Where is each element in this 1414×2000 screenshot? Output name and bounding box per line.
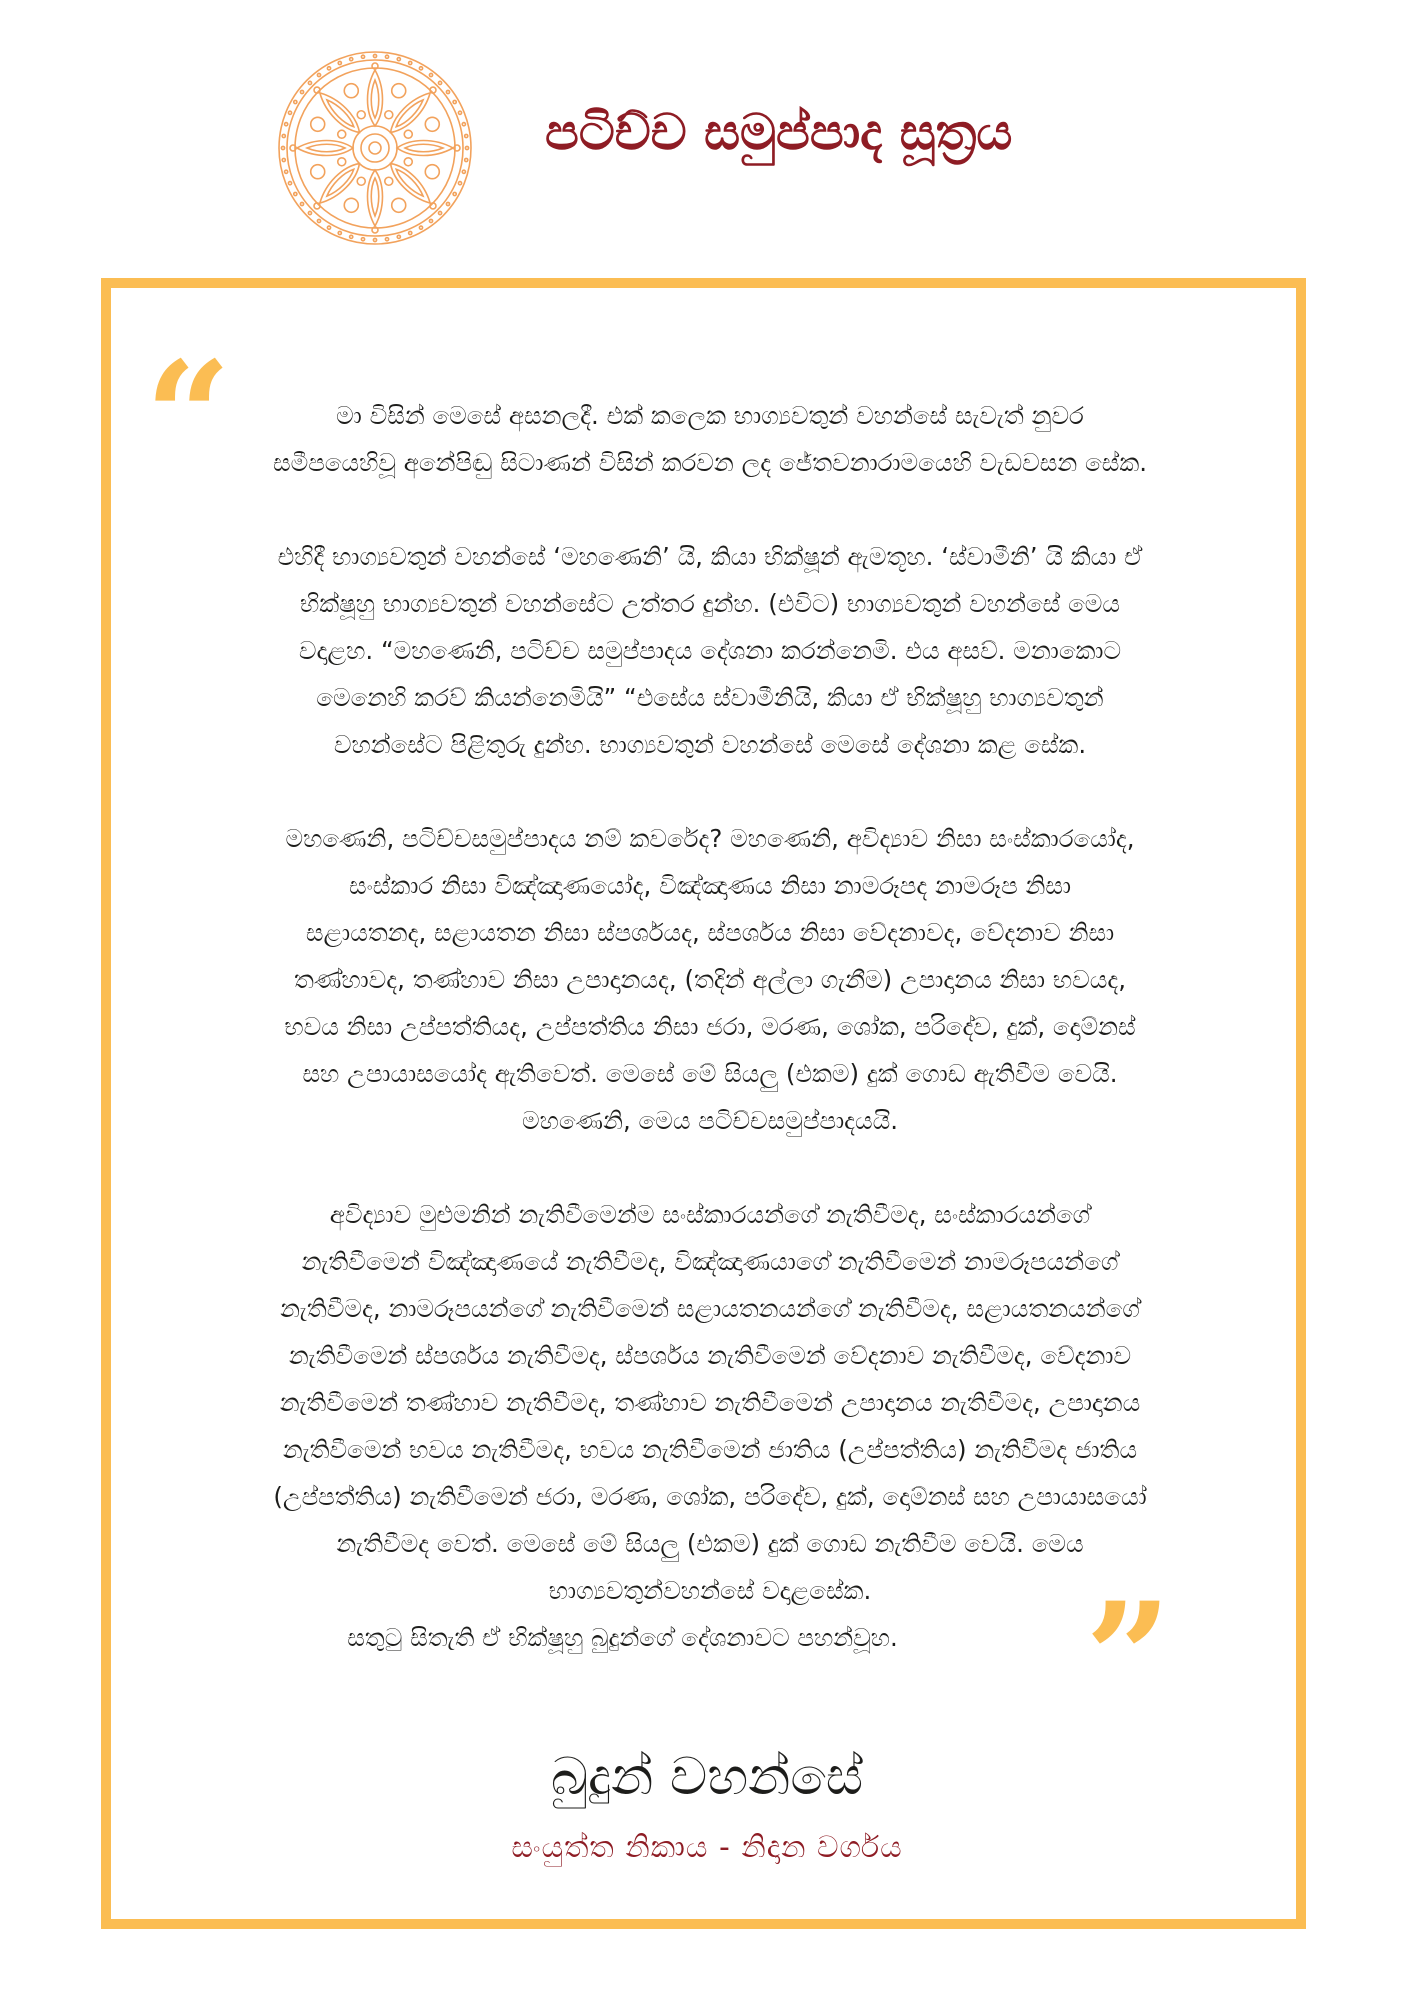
author-name: බුදුන් වහන්සේ	[550, 1747, 864, 1807]
text-line: සළායතනද, සළායතන නිසා ස්පර්ශයද, ස්පර්ශය නිසා වේදනාවද, වේදනාව නිසා	[305, 918, 1115, 947]
text-line: භික්ෂූහු භාග්‍යවතුන් වහන්සේට උත්තර දුන්හ. (එවිට) භාග්‍යවතුන් වහන්සේ මෙය	[300, 589, 1120, 618]
text-line: නැතිවීමෙන් තණ්හාව නැතිවීමද, තණ්හාව නැතිවීමෙන් උපාදානය නැතිවීමද, උපාදානය	[279, 1388, 1141, 1417]
text-line: මා විසින් මෙසේ අසනලදී. එක් කලෙක භාග්‍යවතුන් වහන්සේ සැවැත් නුවර	[336, 401, 1084, 430]
text-line: නැතිවීමෙන් ස්පර්ශය නැතිවීමද, ස්පර්ශය නැතිවීමෙන් වේදනාව නැතිවීමද, වේදනාව	[288, 1341, 1132, 1370]
text-line: වදාළහ. “මහණෙනි, පටිච්ච සමුප්පාදය දේශනා කරන්නෙමි. එය අසව්. මනාකොට	[298, 636, 1122, 665]
text-line: සහ උපායාසයෝද ඇතිවෙත්. මෙසේ මේ සියලු (එකම) දුක් ගොඩ ඇතිවීම වෙයි.	[302, 1059, 1118, 1088]
text-line: මහණෙනි, පටිච්චසමුප්පාදය නම් කවරේද? මහණෙනි, අවිද්‍යාව නිසා සංස්කාරයෝද,	[285, 824, 1135, 853]
text-line: (උප්පත්තිය) නැතිවීමෙන් ජරා, මරණ, ශෝක, පරිදේව, දුක්, දොම්නස් සහ උපායාසයෝ	[273, 1482, 1147, 1511]
text-line: සංස්කාර නිසා විඤ්ඤාණයෝද, විඤ්ඤාණය නිසා නාමරූපද නාමරූප නිසා	[348, 871, 1072, 900]
text-line: එහිදී භාග්‍යවතුන් වහන්සේ ‘මහණෙනි’ යි, කියා භික්ෂූන් ඇමතූහ. ‘ස්වාමීනි’ යි කියා ඒ	[277, 542, 1143, 571]
paragraph-arising	[170, 815, 1250, 1144]
dharma-wheel-icon	[275, 48, 475, 248]
open-quote-icon: “	[145, 329, 232, 505]
paragraph-address	[170, 533, 1250, 768]
page-header	[0, 0, 1414, 270]
text-line: සතුටු සිතැති ඒ භික්ෂූහු බුදුන්ගේ දේශනාවට පහන්වූහ.	[347, 1623, 898, 1652]
text-line: නැතිවීමද වෙත්. මෙසේ මේ සියලු (එකම) දුක් ගොඩ නැතිවීම වෙයි. මෙය	[336, 1529, 1084, 1558]
close-quote-icon: ”	[1085, 1570, 1172, 1746]
text-line: මෙනෙහි කරව් කියන්නෙමියි” “එසේය ස්වාමීනියි, කියා ඒ භික්ෂූහු භාග්‍යවතුන්	[316, 683, 1104, 712]
text-line: නැතිවීමද, නාමරූපයන්ගේ නැතිවීමෙන් සළායතනයන්ගේ නැතිවීමද, සළායතනයන්ගේ	[280, 1294, 1140, 1323]
text-line: තණ්හාවද, තණ්හාව නිසා උපාදානයද, (තදින් අල්ලා ගැනීම) උපාදානය නිසා භවයද,	[293, 965, 1127, 994]
text-line: සමීපයෙහිවූ අනේපිඬු සිටාණන් විසින් කරවන ලද ජේතවනාරාමයෙහි වැඩවසන සේක.	[272, 448, 1148, 477]
text-line: නැතිවීමෙන් විඤ්ඤාණයේ නැතිවීමද, විඤ්ඤාණයාගේ නැතිවීමෙන් නාමරූපයන්ගේ	[301, 1247, 1119, 1276]
text-line: නැතිවීමෙන් භවය නැතිවීමද, භවය නැතිවීමෙන් ජාතිය (උප්පත්තිය) නැතිවීමද ජාතිය	[282, 1435, 1138, 1464]
sutta-text	[170, 392, 1250, 1661]
text-line: වහන්සේට පිළිතුරු දුන්හ. භාග්‍යවතුන් වහන්සේ මෙසේ දේශනා කළ සේක.	[333, 730, 1087, 759]
source-reference: සංයුත්ත නිකාය - නිදාන වර්ගය	[511, 1830, 903, 1865]
page-title: පටිච්ච සමුප්පාද සූත්‍රය	[545, 103, 1013, 161]
text-line: භවය නිසා උප්පත්තියද, උප්පත්තිය නිසා ජරා, මරණ, ශෝක, පරිදේව, දුක්, දොම්නස්	[284, 1012, 1136, 1041]
paragraph-intro	[170, 392, 1250, 486]
text-line: භාග්‍යවතුන්වහන්සේ වදාළසේක.	[548, 1576, 872, 1605]
text-line: මහණෙනි, මෙය පටිච්චසමුප්පාදයයි.	[521, 1106, 899, 1135]
paragraph-cessation	[170, 1191, 1250, 1661]
text-line: අවිද්‍යාව මුළුමනින් නැතිවීමෙන්ම සංස්කාරයන්ගේ නැතිවීමද, සංස්කාරයන්ගේ	[329, 1200, 1091, 1229]
